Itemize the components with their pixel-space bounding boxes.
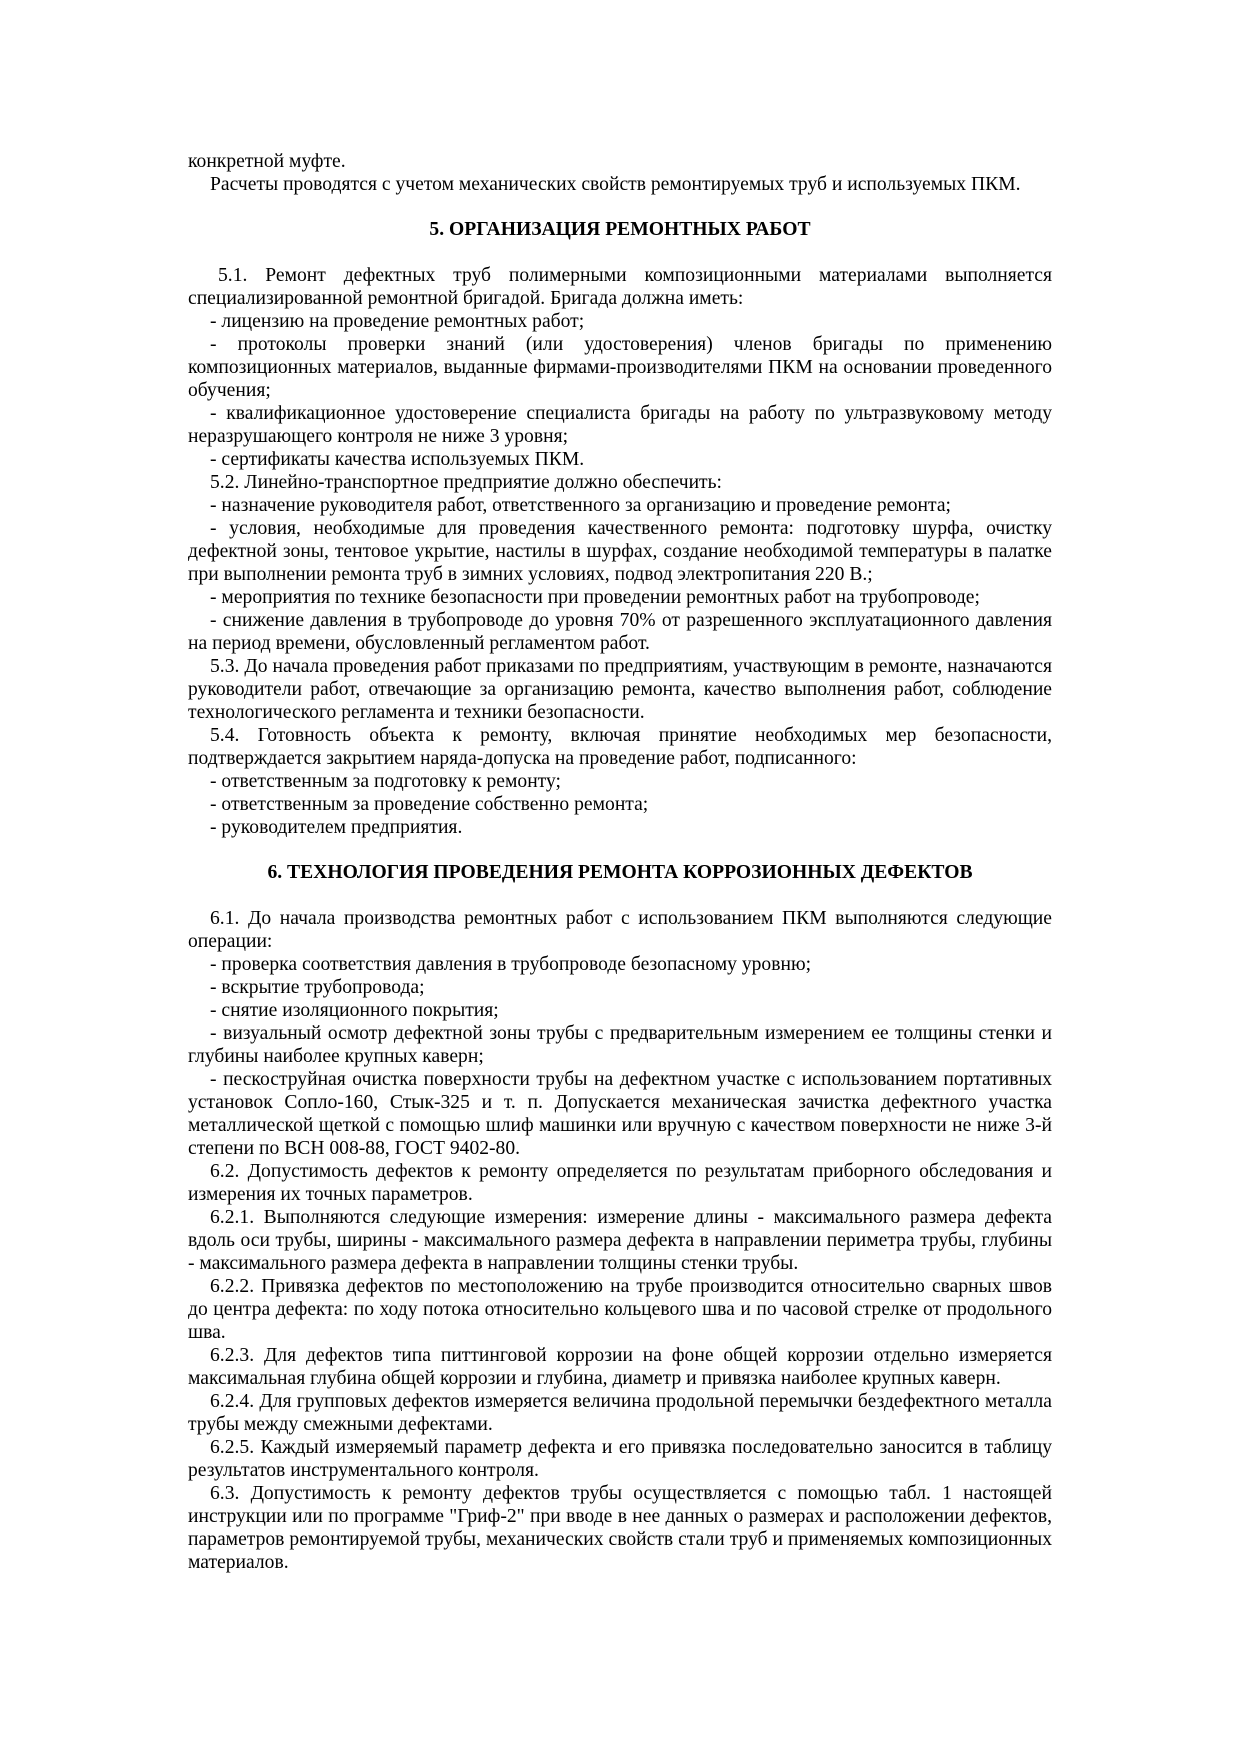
list-item: - пескоструйная очистка поверхности трубы на дефектном участке с использованием портативных установок Сопло-160, Стык-325 и т. п. Допускается механическая зачистка дефектного участка металлической щеткой с помощью шлиф машинки или вручную с качеством поверхности не ниже 3-й степени по ВСН 008-88, ГОСТ 9402-80.	[188, 1069, 1052, 1159]
list-item: - визуальный осмотр дефектной зоны трубы с предварительным измерением ее толщины стенки и глубины наиболее крупных каверн;	[188, 1023, 1052, 1067]
list-item: - проверка соответствия давления в трубопроводе безопасному уровню;	[210, 954, 812, 975]
paragraph: 5.4. Готовность объекта к ремонту, включая принятие необходимых мер безопасности, подтверждается закрытием наряда-допуска на проведение работ, подписанного:	[188, 725, 1052, 769]
paragraph: Расчеты проводятся с учетом механических свойств ремонтируемых труб и используемых ПКМ.	[210, 174, 1021, 195]
list-item: - условия, необходимые для проведения качественного ремонта: подготовку шурфа, очистку дефектной зоны, тентовое укрытие, настилы в шурфах, создание необходимой температуры в палатке при выполнении ремонта труб в зимних условиях, подвод электропитания 220 В.;	[188, 518, 1052, 585]
list-item: - квалификационное удостоверение специалиста бригады на работу по ультразвуковому методу неразрушающего контроля не ниже 3 уровня;	[188, 403, 1052, 447]
section-6-title: 6. ТЕХНОЛОГИЯ ПРОВЕДЕНИЯ РЕМОНТА КОРРОЗИОННЫХ ДЕФЕКТОВ	[267, 862, 973, 883]
list-item: - сертификаты качества используемых ПКМ.	[210, 449, 585, 470]
paragraph: 5.3. До начала проведения работ приказами по предприятиям, участвующим в ремонте, назначаются руководители работ, отвечающие за организацию ремонта, качество выполнения работ, соблюдение технологического регламента и техники безопасности.	[188, 656, 1052, 723]
list-item: - лицензию на проведение ремонтных работ;	[210, 311, 585, 332]
paragraph: 6.2. Допустимость дефектов к ремонту определяется по результатам приборного обследования и измерения их точных параметров.	[188, 1161, 1052, 1205]
list-item: - ответственным за проведение собственно ремонта;	[210, 794, 649, 815]
list-item: - вскрытие трубопровода;	[210, 977, 425, 998]
list-item: - протоколы проверки знаний (или удостоверения) членов бригады по применению композиционных материалов, выданные фирмами-производителями ПКМ на основании проведенного обучения;	[188, 334, 1052, 401]
paragraph: конкретной муфте.	[188, 151, 346, 172]
paragraph: 5.1. Ремонт дефектных труб полимерными композиционными материалами выполняется специализированной ремонтной бригадой. Бригада должна иметь:	[188, 265, 1052, 309]
paragraph: 6.1. До начала производства ремонтных работ с использованием ПКМ выполняются следующие операции:	[188, 908, 1052, 952]
paragraph: 6.2.2. Привязка дефектов по местоположению на трубе производится относительно сварных швов до центра дефекта: по ходу потока относительно кольцевого шва и по часовой стрелке от продольного шва.	[188, 1276, 1052, 1343]
section-5-title: 5. ОРГАНИЗАЦИЯ РЕМОНТНЫХ РАБОТ	[429, 219, 811, 240]
paragraph: 5.2. Линейно-транспортное предприятие должно обеспечить:	[210, 472, 723, 493]
paragraph: 6.3. Допустимость к ремонту дефектов трубы осуществляется с помощью табл. 1 настоящей инструкции или по программе "Гриф-2" при вводе в нее данных о размерах и расположении дефектов, параметров ремонтируемой трубы, механических свойств стали труб и применяемых композиционных материалов.	[188, 1483, 1052, 1573]
list-item: - мероприятия по технике безопасности при проведении ремонтных работ на трубопроводе;	[210, 587, 980, 608]
paragraph: 6.2.1. Выполняются следующие измерения: измерение длины - максимального размера дефекта вдоль оси трубы, ширины - максимального размера дефекта в направлении периметра трубы, глубины - максимального размера дефекта в направлении толщины стенки трубы.	[188, 1207, 1052, 1274]
list-item: - снижение давления в трубопроводе до уровня 70% от разрешенного эксплуатационного давления на период времени, обусловленный регламентом работ.	[188, 610, 1052, 654]
list-item: - ответственным за подготовку к ремонту;	[210, 771, 561, 792]
list-item: - снятие изоляционного покрытия;	[210, 1000, 499, 1021]
paragraph: 6.2.4. Для групповых дефектов измеряется величина продольной перемычки бездефектного металла трубы между смежными дефектами.	[188, 1391, 1052, 1435]
paragraph: 6.2.3. Для дефектов типа питтинговой коррозии на фоне общей коррозии отдельно измеряется максимальная глубина общей коррозии и глубина, диаметр и привязка наиболее крупных каверн.	[188, 1345, 1052, 1389]
list-item: - руководителем предприятия.	[210, 817, 463, 838]
paragraph: 6.2.5. Каждый измеряемый параметр дефекта и его привязка последовательно заносится в таблицу результатов инструментального контроля.	[188, 1437, 1052, 1481]
list-item: - назначение руководителя работ, ответственного за организацию и проведение ремонта;	[210, 495, 951, 516]
